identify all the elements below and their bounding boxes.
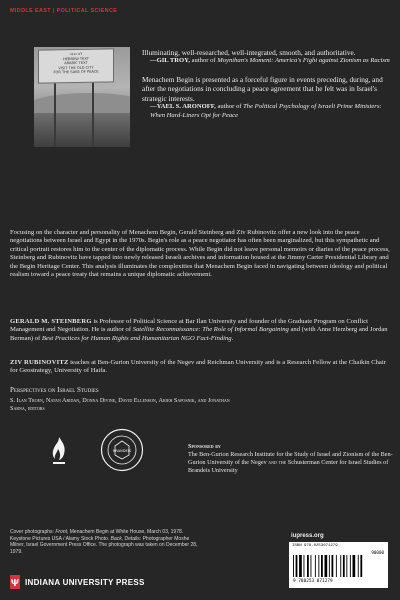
series-info — [10, 386, 230, 413]
barcode-price: 90000 — [371, 550, 384, 555]
sign-line: לא נבנה — [69, 51, 83, 57]
bio-text: and (with Anne Herzberg and Jordan Berman) of — [10, 326, 388, 342]
isbn-text: ISBN 978-0253071279 — [292, 544, 338, 548]
publisher-url: iupress.org — [291, 533, 324, 539]
bio-text: . — [231, 334, 234, 342]
bio-text: teaches at Ben-Gurion University of the Negev and Reichman University and is a Research Fellow at the Chaikin Chair for Geostrategy, University of Haifa. — [10, 359, 386, 375]
book-description: Focusing on the character and personality of Menachem Begin, Gerald Steinberg and Ziv Rubinovitz offer a new look into the peace negotiations between Israel and Egypt in the 1970s. Begin's role as a peace negotiator has often been marginalized, but this sympathetic and critical portrait restores him to the center of the diplomatic process. While Begin did not leave personal memoirs or diaries of the peace process, Steinberg and Rubinovitz have tapped into newly released Israeli archives and information housed at the Jimmy Carter Presidential Library and the Begin Heritage Center. This analysis illuminates the complexities that Menachem Begin faced in navigating between ideology and political realism toward a peace treaty that remains a unique diplomatic achievement. — [10, 229, 390, 279]
sponsor-and: and the — [268, 459, 287, 466]
series-editors: S. Ilan Troen, Natan Aridan, Donna Divine, David Ellenson, Arieh Saposnik, and Jonathan Sarna, editors — [10, 397, 230, 412]
credits-back: , Details: Photographer Moshe Milner, Israel Government Press Office. The photograph was taken on December 28, 1979. — [10, 535, 198, 555]
flame-logo-icon — [50, 436, 68, 466]
sign-line: ARABIC TEXT — [64, 60, 88, 66]
endorsement-1 — [142, 48, 390, 66]
barcode-digits: 9 780253 071279 — [293, 579, 333, 583]
category-label: MIDDLE EAST | POLITICAL SCIENCE — [10, 8, 118, 14]
sign-pole-left — [54, 81, 56, 147]
credits-front: , Menachem Begin at White House, March 03, 1978. Keystone Pictures USA / Alamy Stock Photo. — [10, 529, 184, 542]
sponsor-text-a: The Ben-Gurion Research Institute for the Study of Israel and Zionism of the Ben-Gurion University of the Negev — [188, 451, 393, 466]
cover-photo — [34, 47, 130, 147]
author-name: ZIV RUBINOVITZ — [10, 359, 69, 366]
quote-author: —GIL TROY, — [150, 57, 190, 65]
series-title: Perspectives on Israel Studies — [10, 386, 99, 394]
sign-pole-right — [92, 81, 94, 147]
publisher-logo — [10, 575, 145, 589]
photo-ground — [34, 113, 130, 147]
credits-back-word: Back — [110, 535, 122, 542]
seal-text: BRANDEIS — [112, 449, 132, 453]
book-title: Best Practices for Human Rights and Humanitarian NGO Fact-Finding — [41, 334, 232, 342]
sign-line: VISIT THE OLD CITY — [58, 65, 94, 71]
brandeis-seal-icon — [100, 428, 144, 472]
quote-role: author of — [191, 57, 218, 65]
author-bio-steinberg — [10, 318, 390, 343]
author-bio-rubinovitz — [10, 359, 390, 376]
author-name: GERALD M. STEINBERG — [10, 318, 92, 325]
quote-work: The Political Psychology of Israeli Prime Ministers: When Hard-Liners Opt for Peace — [150, 103, 382, 119]
sign-line: FOR THE SAKE OF PEACE — [53, 69, 99, 75]
quote-text: Menachem Begin is presented as a forceful figure in events preceding, during, and after the negotiations in concluding a peace agreement that he felt was in Israel's strategic interests. — [142, 75, 383, 103]
quote-attribution — [142, 103, 390, 120]
quote-attribution — [142, 57, 390, 66]
sponsor-heading: Sponsored by — [188, 443, 221, 450]
barcode-icon — [292, 549, 385, 583]
isbn-barcode — [289, 542, 388, 588]
bio-text: is Professor of Political Science at Bar Ilan University and founder of the Graduate Program on Conflict Management and Negotiation. He is author of — [10, 318, 368, 334]
quote-role: author of — [217, 103, 244, 111]
book-title: Satellite Reconnaissance: The Role of Informal Bargaining — [132, 326, 289, 334]
sign-line: HEBREW TEXT — [63, 56, 89, 61]
quote-text: Illuminating, well-researched, well-integrated, smooth, and authoritative. — [142, 48, 356, 57]
endorsement-2 — [142, 75, 390, 120]
sponsor-info — [188, 443, 393, 475]
iu-trident-icon: ψ — [10, 577, 20, 587]
credits-front-word: Front — [55, 529, 67, 535]
sponsor-text — [188, 451, 393, 475]
sponsor-text-b: Schusterman Center for Israel Studies of Brandeis University — [188, 459, 389, 474]
photo-credits — [10, 529, 200, 555]
credits-label: Cover photographs: — [10, 529, 56, 535]
endorsements — [142, 48, 390, 129]
quote-author: —YAEL S. ARONOFF, — [150, 103, 216, 111]
publisher-name: INDIANA UNIVERSITY PRESS — [25, 577, 145, 587]
quote-work: Moynihan's Moment: America's Fight against Zionism as Racism — [217, 57, 390, 65]
photo-sign — [38, 48, 114, 83]
